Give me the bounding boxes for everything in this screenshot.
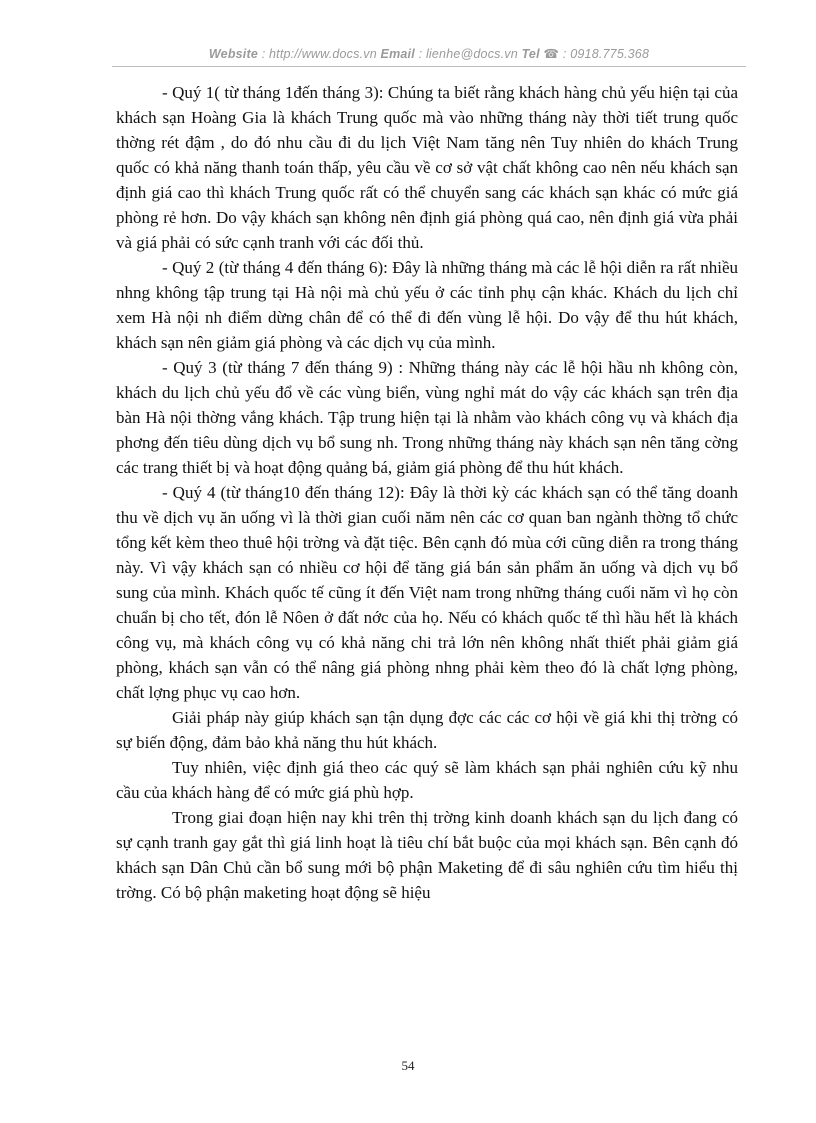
header-tel-value: : 0918.775.368 [562, 47, 650, 61]
paragraph-quarter-1: - Quý 1( từ tháng 1đến tháng 3): Chúng ta biết rằng khách hàng chủ yếu hiện tại của khách sạn Hoàng Gia là khách Trung quốc mà vào những tháng này thời tiết trung quốc thờng rét đậm , do đó nhu cầu đi du lịch Việt Nam tăng nên Tuy nhiên do khách Trung quốc có khả năng thanh toán thấp, yêu cầu về cơ sở vật chất không cao nên nếu khách sạn định giá cao thì khách Trung quốc rất có thể chuyển sang các khách sạn khác có mức giá phòng rẻ hơn. Do vậy khách sạn không nên định giá phòng quá cao, nên định giá vừa phải và giá phải có sức cạnh tranh với các đối thủ. [116, 83, 738, 252]
page-header [112, 46, 746, 61]
header-email-value: : lienhe@docs.vn [418, 47, 518, 61]
paragraph-quarter-4: - Quý 4 (từ tháng10 đến tháng 12): Đây là thời kỳ các khách sạn có thể tăng doanh thu về dịch vụ ăn uống vì là thời gian cuối năm nên các cơ quan ban ngành thờng tổ chức tổng kết kèm theo thuê hội trờng và đặt tiệc. Bên cạnh đó mùa cới cũng diễn ra trong tháng này. Vì vậy khách sạn có nhiều cơ hội để tăng giá bán sản phẩm ăn uống và dịch vụ bổ sung của mình. Khách quốc tế cũng ít đến Việt nam trong những tháng cuối năm vì họ còn chuẩn bị cho tết, đón lễ Nôen ở đất nớc của họ. Nếu có khách quốc tế thì hầu hết là khách công vụ, mà khách công vụ có khả năng chi trả lớn nên không nhất thiết phải giảm giá phòng, khách sạn vẫn có thể nâng giá phòng nhng phải kèm theo đó là chất lợng phòng, chất lợng phục vụ cao hơn. [116, 483, 738, 702]
paragraph-however: Tuy nhiên, việc định giá theo các quý sẽ làm khách sạn phải nghiên cứu kỹ nhu cầu của khách hàng để có mức giá phù hợp. [116, 758, 738, 802]
header-website-value: : http://www.docs.vn [261, 47, 377, 61]
paragraph-quarter-3: - Quý 3 (từ tháng 7 đến tháng 9) : Những tháng này các lễ hội hầu nh không còn, khách du lịch chủ yếu đổ về các vùng biển, vùng nghỉ mát do vậy các khách sạn trên địa bàn Hà nội thờng vắng khách. Tập trung hiện tại là nhằm vào khách công vụ và khách địa phơng đến tiêu dùng dịch vụ bổ sung nh. Trong những tháng này khách sạn nên tăng cờng các trang thiết bị và hoạt động quảng bá, giảm giá phòng để thu hút khách. [116, 358, 738, 477]
header-divider [112, 66, 746, 67]
header-email-label: Email [380, 47, 415, 61]
page-number: 54 [401, 1058, 415, 1073]
paragraph-quarter-2: - Quý 2 (từ tháng 4 đến tháng 6): Đây là những tháng mà các lễ hội diễn ra rất nhiều nhng không tập trung tại Hà nội mà chủ yếu ở các tỉnh phụ cận khác. Khách du lịch chỉ xem Hà nội nh điểm dừng chân để có thể đi đến vùng lễ hội. Do vậy để thu hút khách, khách sạn nên giảm giá phòng và các dịch vụ của mình. [116, 258, 738, 352]
header-website-label: Website [208, 47, 258, 61]
header-tel-label: Tel ☎ [521, 47, 560, 61]
document-body [116, 80, 738, 905]
paragraph-solution: Giải pháp này giúp khách sạn tận dụng đợc các các cơ hội về giá khi thị trờng có sự biến động, đảm bảo khả năng thu hút khách. [116, 708, 738, 752]
paragraph-current-stage: Trong giai đoạn hiện nay khi trên thị trờng kinh doanh khách sạn du lịch đang có sự cạnh tranh gay gắt thì giá linh hoạt là tiêu chí bắt buộc của mọi khách sạn. Bên cạnh đó khách sạn Dân Chủ cần bổ sung mới bộ phận Maketing để đi sâu nghiên cứu tìm hiểu thị trờng. Có bộ phận maketing hoạt động sẽ hiệu [116, 808, 738, 902]
